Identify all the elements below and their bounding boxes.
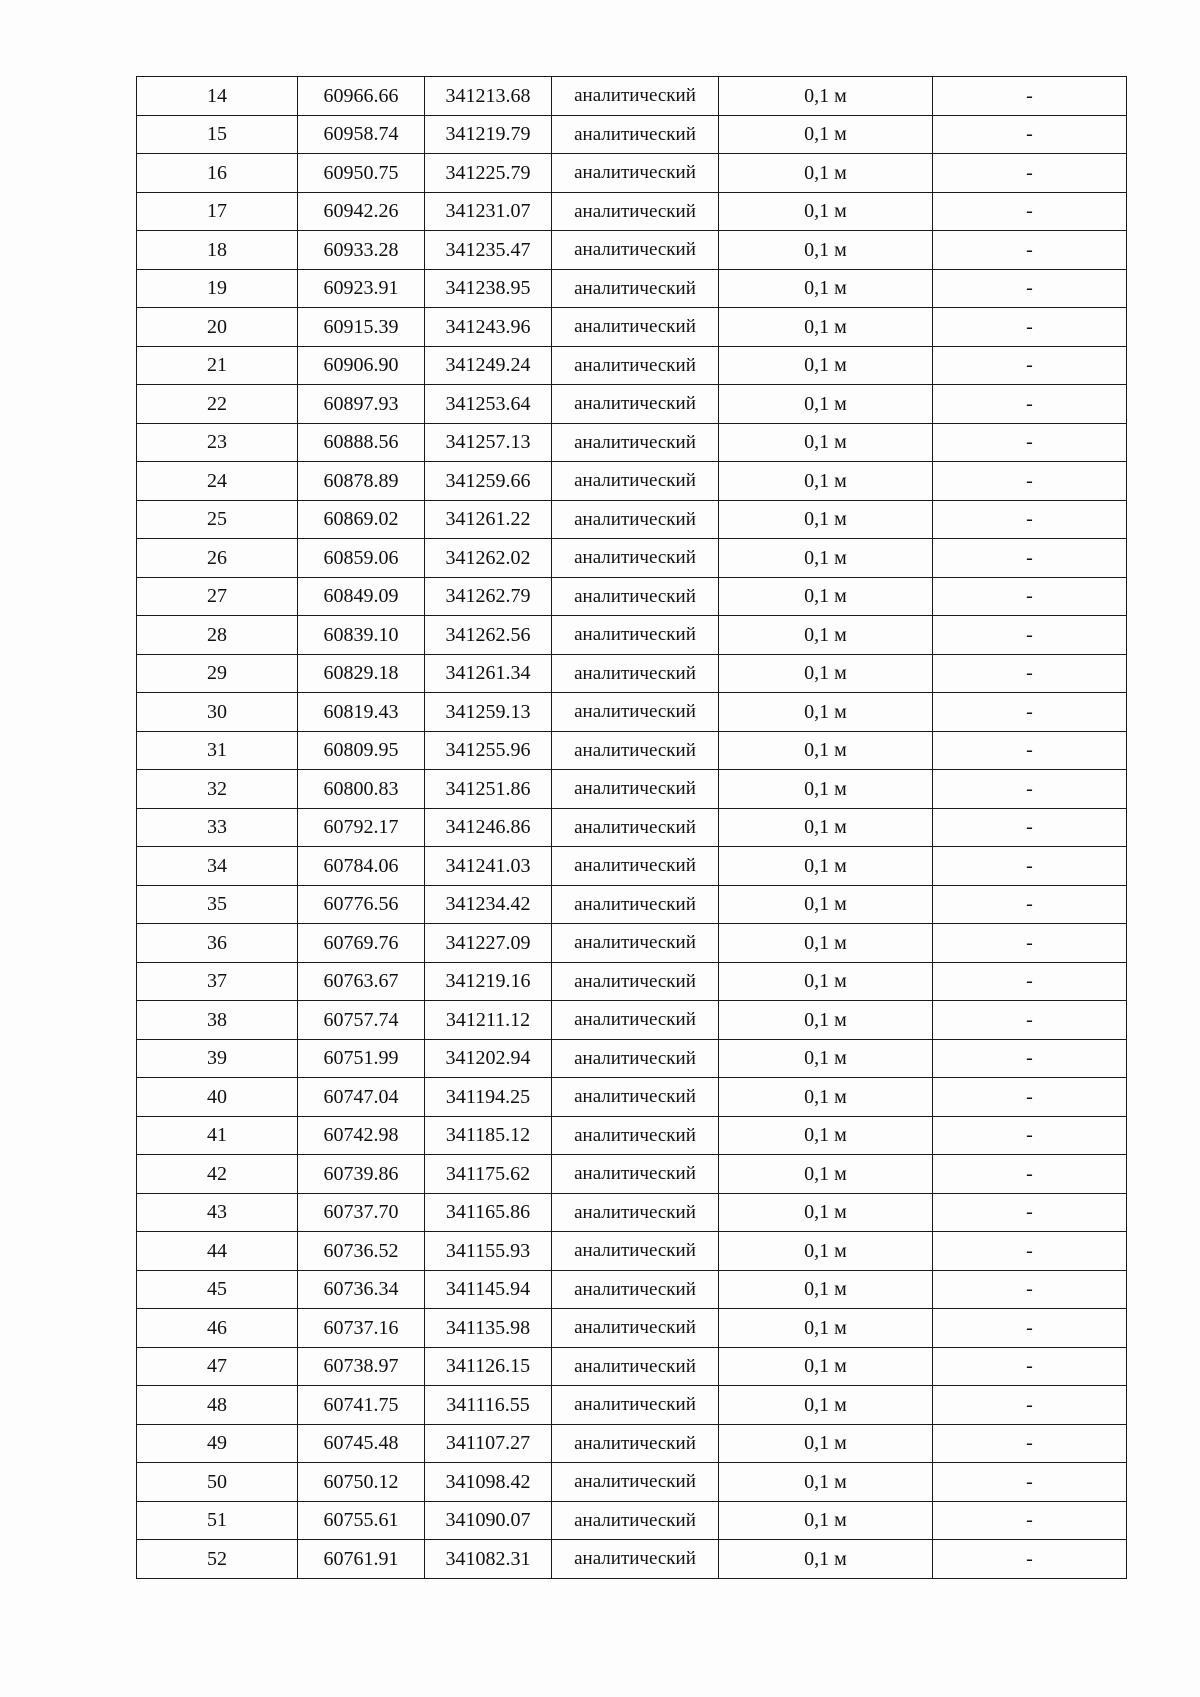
method-cell: аналитический	[552, 1078, 719, 1117]
x-coordinate-cell: 60751.99	[298, 1039, 425, 1078]
x-coordinate-cell: 60761.91	[298, 1540, 425, 1579]
x-coordinate-cell: 60747.04	[298, 1078, 425, 1117]
table-row	[137, 1116, 1127, 1155]
x-coordinate-cell: 60737.16	[298, 1309, 425, 1348]
method-cell: аналитический	[552, 1501, 719, 1540]
note-cell: -	[933, 385, 1127, 424]
note-cell: -	[933, 770, 1127, 809]
note-cell: -	[933, 808, 1127, 847]
point-number-cell: 46	[137, 1309, 298, 1348]
note-cell: -	[933, 1463, 1127, 1502]
note-cell: -	[933, 423, 1127, 462]
x-coordinate-cell: 60736.34	[298, 1270, 425, 1309]
table-row	[137, 1232, 1127, 1271]
table-row	[137, 1309, 1127, 1348]
x-coordinate-cell: 60809.95	[298, 731, 425, 770]
note-cell: -	[933, 539, 1127, 578]
method-cell: аналитический	[552, 231, 719, 270]
table-row	[137, 1270, 1127, 1309]
method-cell: аналитический	[552, 500, 719, 539]
accuracy-cell: 0,1 м	[719, 616, 933, 655]
method-cell: аналитический	[552, 1039, 719, 1078]
table-row	[137, 1424, 1127, 1463]
table-row	[137, 1540, 1127, 1579]
note-cell: -	[933, 1232, 1127, 1271]
accuracy-cell: 0,1 м	[719, 154, 933, 193]
table-row	[137, 808, 1127, 847]
point-number-cell: 33	[137, 808, 298, 847]
method-cell: аналитический	[552, 1309, 719, 1348]
y-coordinate-cell: 341090.07	[425, 1501, 552, 1540]
method-cell: аналитический	[552, 885, 719, 924]
point-number-cell: 41	[137, 1116, 298, 1155]
table-row	[137, 1347, 1127, 1386]
accuracy-cell: 0,1 м	[719, 1424, 933, 1463]
accuracy-cell: 0,1 м	[719, 385, 933, 424]
table-row	[137, 500, 1127, 539]
accuracy-cell: 0,1 м	[719, 346, 933, 385]
accuracy-cell: 0,1 м	[719, 1155, 933, 1194]
y-coordinate-cell: 341261.34	[425, 654, 552, 693]
point-number-cell: 28	[137, 616, 298, 655]
point-number-cell: 43	[137, 1193, 298, 1232]
accuracy-cell: 0,1 м	[719, 308, 933, 347]
point-number-cell: 30	[137, 693, 298, 732]
accuracy-cell: 0,1 м	[719, 962, 933, 1001]
table-row	[137, 115, 1127, 154]
y-coordinate-cell: 341234.42	[425, 885, 552, 924]
y-coordinate-cell: 341202.94	[425, 1039, 552, 1078]
y-coordinate-cell: 341231.07	[425, 192, 552, 231]
table-row	[137, 269, 1127, 308]
table-row	[137, 1193, 1127, 1232]
method-cell: аналитический	[552, 693, 719, 732]
method-cell: аналитический	[552, 423, 719, 462]
x-coordinate-cell: 60792.17	[298, 808, 425, 847]
accuracy-cell: 0,1 м	[719, 1232, 933, 1271]
x-coordinate-cell: 60745.48	[298, 1424, 425, 1463]
method-cell: аналитический	[552, 654, 719, 693]
note-cell: -	[933, 346, 1127, 385]
note-cell: -	[933, 1347, 1127, 1386]
y-coordinate-cell: 341126.15	[425, 1347, 552, 1386]
point-number-cell: 18	[137, 231, 298, 270]
method-cell: аналитический	[552, 616, 719, 655]
note-cell: -	[933, 77, 1127, 116]
accuracy-cell: 0,1 м	[719, 231, 933, 270]
point-number-cell: 49	[137, 1424, 298, 1463]
method-cell: аналитический	[552, 1270, 719, 1309]
point-number-cell: 25	[137, 500, 298, 539]
point-number-cell: 29	[137, 654, 298, 693]
accuracy-cell: 0,1 м	[719, 808, 933, 847]
point-number-cell: 23	[137, 423, 298, 462]
point-number-cell: 31	[137, 731, 298, 770]
table-row	[137, 346, 1127, 385]
point-number-cell: 19	[137, 269, 298, 308]
method-cell: аналитический	[552, 1116, 719, 1155]
accuracy-cell: 0,1 м	[719, 269, 933, 308]
note-cell: -	[933, 847, 1127, 886]
x-coordinate-cell: 60966.66	[298, 77, 425, 116]
accuracy-cell: 0,1 м	[719, 462, 933, 501]
accuracy-cell: 0,1 м	[719, 1193, 933, 1232]
method-cell: аналитический	[552, 770, 719, 809]
method-cell: аналитический	[552, 154, 719, 193]
accuracy-cell: 0,1 м	[719, 77, 933, 116]
table-row	[137, 462, 1127, 501]
y-coordinate-cell: 341262.02	[425, 539, 552, 578]
method-cell: аналитический	[552, 1232, 719, 1271]
point-number-cell: 20	[137, 308, 298, 347]
note-cell: -	[933, 616, 1127, 655]
y-coordinate-cell: 341175.62	[425, 1155, 552, 1194]
y-coordinate-cell: 341243.96	[425, 308, 552, 347]
x-coordinate-cell: 60739.86	[298, 1155, 425, 1194]
y-coordinate-cell: 341255.96	[425, 731, 552, 770]
note-cell: -	[933, 1386, 1127, 1425]
accuracy-cell: 0,1 м	[719, 847, 933, 886]
note-cell: -	[933, 693, 1127, 732]
point-number-cell: 47	[137, 1347, 298, 1386]
method-cell: аналитический	[552, 1540, 719, 1579]
table-row	[137, 192, 1127, 231]
note-cell: -	[933, 577, 1127, 616]
y-coordinate-cell: 341082.31	[425, 1540, 552, 1579]
method-cell: аналитический	[552, 308, 719, 347]
point-number-cell: 32	[137, 770, 298, 809]
point-number-cell: 51	[137, 1501, 298, 1540]
method-cell: аналитический	[552, 539, 719, 578]
y-coordinate-cell: 341259.13	[425, 693, 552, 732]
accuracy-cell: 0,1 м	[719, 539, 933, 578]
x-coordinate-cell: 60776.56	[298, 885, 425, 924]
method-cell: аналитический	[552, 577, 719, 616]
y-coordinate-cell: 341219.16	[425, 962, 552, 1001]
note-cell: -	[933, 231, 1127, 270]
y-coordinate-cell: 341165.86	[425, 1193, 552, 1232]
coordinates-table-body	[137, 77, 1127, 1579]
method-cell: аналитический	[552, 1347, 719, 1386]
accuracy-cell: 0,1 м	[719, 423, 933, 462]
y-coordinate-cell: 341155.93	[425, 1232, 552, 1271]
point-number-cell: 37	[137, 962, 298, 1001]
y-coordinate-cell: 341251.86	[425, 770, 552, 809]
table-row	[137, 962, 1127, 1001]
method-cell: аналитический	[552, 269, 719, 308]
table-row	[137, 539, 1127, 578]
y-coordinate-cell: 341262.56	[425, 616, 552, 655]
accuracy-cell: 0,1 м	[719, 1039, 933, 1078]
note-cell: -	[933, 115, 1127, 154]
note-cell: -	[933, 1001, 1127, 1040]
table-row	[137, 924, 1127, 963]
x-coordinate-cell: 60829.18	[298, 654, 425, 693]
table-row	[137, 1501, 1127, 1540]
y-coordinate-cell: 341257.13	[425, 423, 552, 462]
x-coordinate-cell: 60869.02	[298, 500, 425, 539]
x-coordinate-cell: 60742.98	[298, 1116, 425, 1155]
y-coordinate-cell: 341259.66	[425, 462, 552, 501]
accuracy-cell: 0,1 м	[719, 885, 933, 924]
note-cell: -	[933, 308, 1127, 347]
note-cell: -	[933, 1540, 1127, 1579]
y-coordinate-cell: 341262.79	[425, 577, 552, 616]
y-coordinate-cell: 341246.86	[425, 808, 552, 847]
table-row	[137, 885, 1127, 924]
x-coordinate-cell: 60849.09	[298, 577, 425, 616]
note-cell: -	[933, 1039, 1127, 1078]
y-coordinate-cell: 341213.68	[425, 77, 552, 116]
y-coordinate-cell: 341107.27	[425, 1424, 552, 1463]
table-row	[137, 847, 1127, 886]
method-cell: аналитический	[552, 808, 719, 847]
y-coordinate-cell: 341227.09	[425, 924, 552, 963]
accuracy-cell: 0,1 м	[719, 1501, 933, 1540]
point-number-cell: 21	[137, 346, 298, 385]
x-coordinate-cell: 60950.75	[298, 154, 425, 193]
method-cell: аналитический	[552, 847, 719, 886]
note-cell: -	[933, 654, 1127, 693]
table-row	[137, 308, 1127, 347]
y-coordinate-cell: 341241.03	[425, 847, 552, 886]
y-coordinate-cell: 341211.12	[425, 1001, 552, 1040]
x-coordinate-cell: 60741.75	[298, 1386, 425, 1425]
point-number-cell: 39	[137, 1039, 298, 1078]
point-number-cell: 14	[137, 77, 298, 116]
point-number-cell: 26	[137, 539, 298, 578]
x-coordinate-cell: 60906.90	[298, 346, 425, 385]
x-coordinate-cell: 60800.83	[298, 770, 425, 809]
x-coordinate-cell: 60736.52	[298, 1232, 425, 1271]
y-coordinate-cell: 341219.79	[425, 115, 552, 154]
table-row	[137, 616, 1127, 655]
method-cell: аналитический	[552, 1424, 719, 1463]
x-coordinate-cell: 60819.43	[298, 693, 425, 732]
table-row	[137, 423, 1127, 462]
note-cell: -	[933, 1501, 1127, 1540]
note-cell: -	[933, 924, 1127, 963]
x-coordinate-cell: 60757.74	[298, 1001, 425, 1040]
accuracy-cell: 0,1 м	[719, 731, 933, 770]
accuracy-cell: 0,1 м	[719, 1540, 933, 1579]
note-cell: -	[933, 1309, 1127, 1348]
table-row	[137, 1039, 1127, 1078]
x-coordinate-cell: 60737.70	[298, 1193, 425, 1232]
x-coordinate-cell: 60897.93	[298, 385, 425, 424]
point-number-cell: 45	[137, 1270, 298, 1309]
y-coordinate-cell: 341135.98	[425, 1309, 552, 1348]
note-cell: -	[933, 962, 1127, 1001]
method-cell: аналитический	[552, 1001, 719, 1040]
accuracy-cell: 0,1 м	[719, 1309, 933, 1348]
table-row	[137, 654, 1127, 693]
accuracy-cell: 0,1 м	[719, 693, 933, 732]
table-row	[137, 1386, 1127, 1425]
table-row	[137, 385, 1127, 424]
method-cell: аналитический	[552, 346, 719, 385]
x-coordinate-cell: 60839.10	[298, 616, 425, 655]
x-coordinate-cell: 60915.39	[298, 308, 425, 347]
method-cell: аналитический	[552, 924, 719, 963]
y-coordinate-cell: 341235.47	[425, 231, 552, 270]
y-coordinate-cell: 341253.64	[425, 385, 552, 424]
note-cell: -	[933, 1424, 1127, 1463]
y-coordinate-cell: 341225.79	[425, 154, 552, 193]
x-coordinate-cell: 60933.28	[298, 231, 425, 270]
x-coordinate-cell: 60755.61	[298, 1501, 425, 1540]
point-number-cell: 24	[137, 462, 298, 501]
note-cell: -	[933, 1116, 1127, 1155]
x-coordinate-cell: 60769.76	[298, 924, 425, 963]
note-cell: -	[933, 500, 1127, 539]
point-number-cell: 36	[137, 924, 298, 963]
point-number-cell: 17	[137, 192, 298, 231]
y-coordinate-cell: 341098.42	[425, 1463, 552, 1502]
note-cell: -	[933, 1155, 1127, 1194]
y-coordinate-cell: 341261.22	[425, 500, 552, 539]
accuracy-cell: 0,1 м	[719, 1116, 933, 1155]
y-coordinate-cell: 341249.24	[425, 346, 552, 385]
note-cell: -	[933, 1193, 1127, 1232]
method-cell: аналитический	[552, 1193, 719, 1232]
x-coordinate-cell: 60888.56	[298, 423, 425, 462]
table-row	[137, 770, 1127, 809]
x-coordinate-cell: 60738.97	[298, 1347, 425, 1386]
accuracy-cell: 0,1 м	[719, 192, 933, 231]
y-coordinate-cell: 341194.25	[425, 1078, 552, 1117]
method-cell: аналитический	[552, 731, 719, 770]
x-coordinate-cell: 60878.89	[298, 462, 425, 501]
note-cell: -	[933, 731, 1127, 770]
point-number-cell: 40	[137, 1078, 298, 1117]
point-number-cell: 16	[137, 154, 298, 193]
accuracy-cell: 0,1 м	[719, 115, 933, 154]
method-cell: аналитический	[552, 1386, 719, 1425]
table-row	[137, 1155, 1127, 1194]
accuracy-cell: 0,1 м	[719, 1347, 933, 1386]
method-cell: аналитический	[552, 192, 719, 231]
method-cell: аналитический	[552, 462, 719, 501]
accuracy-cell: 0,1 м	[719, 500, 933, 539]
point-number-cell: 48	[137, 1386, 298, 1425]
y-coordinate-cell: 341238.95	[425, 269, 552, 308]
method-cell: аналитический	[552, 77, 719, 116]
accuracy-cell: 0,1 м	[719, 1463, 933, 1502]
table-row	[137, 1001, 1127, 1040]
method-cell: аналитический	[552, 115, 719, 154]
point-number-cell: 34	[137, 847, 298, 886]
accuracy-cell: 0,1 м	[719, 654, 933, 693]
table-row	[137, 154, 1127, 193]
y-coordinate-cell: 341145.94	[425, 1270, 552, 1309]
x-coordinate-cell: 60942.26	[298, 192, 425, 231]
table-row	[137, 231, 1127, 270]
accuracy-cell: 0,1 м	[719, 1001, 933, 1040]
x-coordinate-cell: 60958.74	[298, 115, 425, 154]
point-number-cell: 50	[137, 1463, 298, 1502]
method-cell: аналитический	[552, 962, 719, 1001]
accuracy-cell: 0,1 м	[719, 577, 933, 616]
note-cell: -	[933, 192, 1127, 231]
table-row	[137, 731, 1127, 770]
note-cell: -	[933, 462, 1127, 501]
point-number-cell: 42	[137, 1155, 298, 1194]
note-cell: -	[933, 885, 1127, 924]
table-row	[137, 577, 1127, 616]
table-row	[137, 1078, 1127, 1117]
x-coordinate-cell: 60923.91	[298, 269, 425, 308]
point-number-cell: 22	[137, 385, 298, 424]
point-number-cell: 38	[137, 1001, 298, 1040]
accuracy-cell: 0,1 м	[719, 770, 933, 809]
point-number-cell: 52	[137, 1540, 298, 1579]
point-number-cell: 44	[137, 1232, 298, 1271]
coordinates-table	[136, 76, 1127, 1579]
x-coordinate-cell: 60784.06	[298, 847, 425, 886]
y-coordinate-cell: 341116.55	[425, 1386, 552, 1425]
accuracy-cell: 0,1 м	[719, 1078, 933, 1117]
note-cell: -	[933, 154, 1127, 193]
note-cell: -	[933, 269, 1127, 308]
table-row	[137, 77, 1127, 116]
accuracy-cell: 0,1 м	[719, 924, 933, 963]
point-number-cell: 15	[137, 115, 298, 154]
method-cell: аналитический	[552, 1155, 719, 1194]
table-row	[137, 1463, 1127, 1502]
method-cell: аналитический	[552, 1463, 719, 1502]
note-cell: -	[933, 1270, 1127, 1309]
table-row	[137, 693, 1127, 732]
x-coordinate-cell: 60763.67	[298, 962, 425, 1001]
method-cell: аналитический	[552, 385, 719, 424]
x-coordinate-cell: 60859.06	[298, 539, 425, 578]
point-number-cell: 35	[137, 885, 298, 924]
y-coordinate-cell: 341185.12	[425, 1116, 552, 1155]
note-cell: -	[933, 1078, 1127, 1117]
accuracy-cell: 0,1 м	[719, 1386, 933, 1425]
x-coordinate-cell: 60750.12	[298, 1463, 425, 1502]
accuracy-cell: 0,1 м	[719, 1270, 933, 1309]
point-number-cell: 27	[137, 577, 298, 616]
